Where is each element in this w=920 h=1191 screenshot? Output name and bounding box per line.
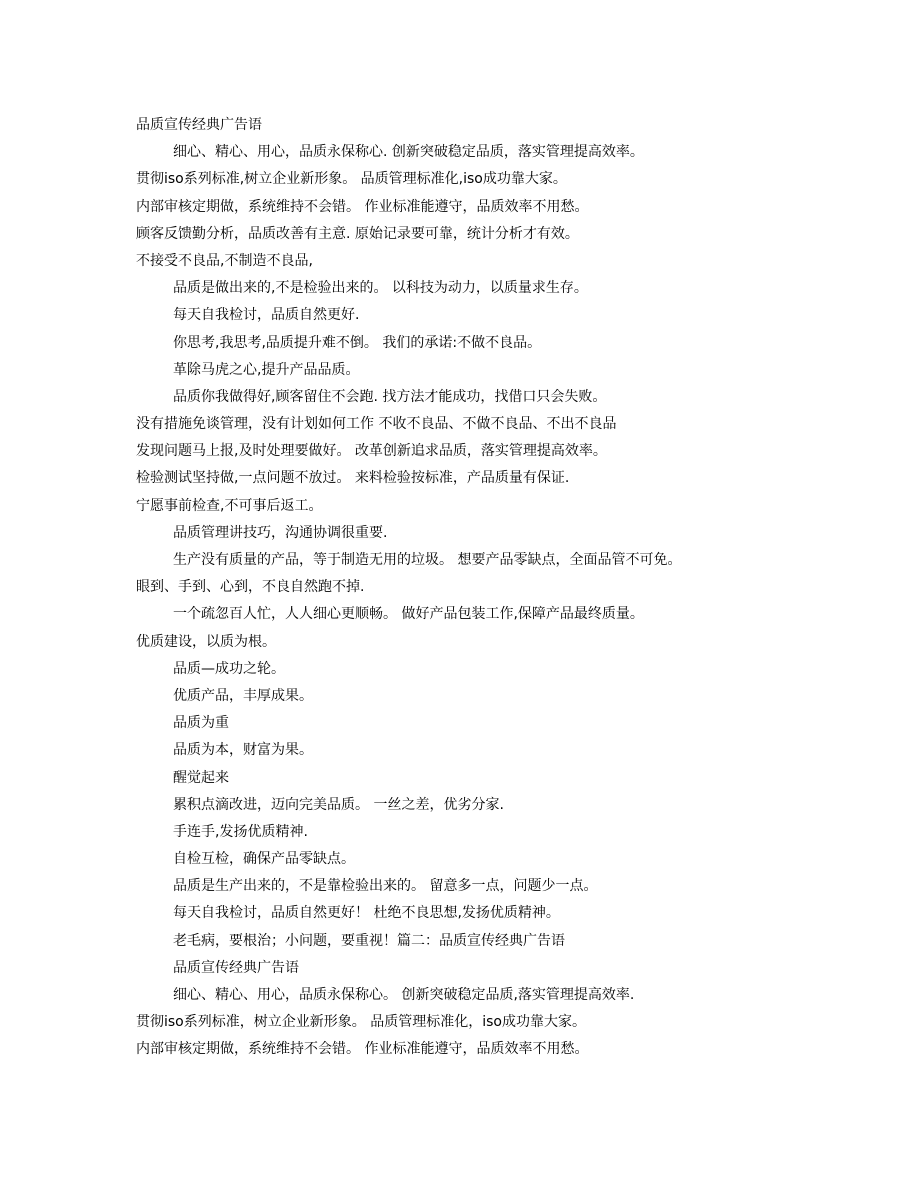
text-line: 不接受不良品,不制造不良品, [136,252,313,269]
text-line: 生产没有质量的产品，等于制造无用的垃圾。 想要产品零缺点，全面品管不可免。 [173,552,682,568]
text-line: 眼到、手到、心到，不良自然跑不掉. [136,579,365,596]
document-title: 品质宣传经典广告语 [136,117,262,133]
text-line: 一个疏忽百人忙，人人细心更顺畅。 做好产品包装工作,保障产品最终质量。 [173,606,644,623]
text-line: 每天自我检讨，品质自然更好. [173,307,360,324]
text-line: 细心、精心、用心，品质永保称心。 创新突破稳定品质,落实管理提高效率. [173,987,635,1003]
text-line: 贯彻iso系列标准，树立企业新形象。 品质管理标准化，iso成功靠大家。 [136,1014,586,1031]
text-line: 贯彻iso系列标准,树立企业新形象。 品质管理标准化,iso成功靠大家。 [136,171,567,188]
text-line: 品质为本，财富为果。 [173,742,313,759]
text-line: 品质管理讲技巧，沟通协调很重要. [173,524,388,541]
text-line: 品质是做出来的,不是检验出来的。 以科技为动力，以质量求生存。 [173,280,588,297]
text-line: 内部审核定期做，系统维持不会错。 作业标准能遵守，品质效率不用愁。 [136,1041,589,1058]
text-line: 品质你我做得好,顾客留住不会跑. 找方法才能成功，找借口只会失败。 [173,388,607,405]
text-line: 检验测试坚持做,一点问题不放过。 来料检验按标准，产品质量有保证. [136,470,570,487]
text-line: 老毛病，要根治；小问题，要重视！篇二：品质宣传经典广告语 [173,932,565,949]
text-line: 没有措施免谈管理，没有计划如何工作 不收不良品、不做不良品、不出不良品 [136,416,617,433]
text-line: 手连手,发扬优质精神. [173,823,308,840]
text-line: 内部审核定期做，系统维持不会错。 作业标准能遵守，品质效率不用愁。 [136,198,589,215]
text-line: 革除马虎之心,提升产品品质。 [173,361,360,378]
text-line: 品质是生产出来的，不是靠检验出来的。 留意多一点，问题少一点。 [173,878,598,895]
text-line: 品质—成功之轮。 [173,660,285,677]
text-line: 累积点滴改进，迈向完美品质。 一丝之差，优劣分家. [173,796,504,813]
text-line: 品质为重 [173,715,229,732]
text-line: 品质宣传经典广告语 [173,959,299,976]
text-line: 优质建设，以质为根。 [136,633,276,650]
text-line: 宁愿事前检查,不可事后返工。 [136,497,323,514]
text-line: 顾客反馈勤分析，品质改善有主意. 原始记录要可靠，统计分析才有效。 [136,225,579,242]
text-line: 每天自我检讨，品质自然更好！ 杜绝不良思想,发扬优质精神。 [173,905,560,922]
text-line: 优质产品，丰厚成果。 [173,687,313,704]
text-line: 细心、精心、用心，品质永保称心. 创新突破稳定品质，落实管理提高效率。 [173,144,644,161]
text-line: 醒觉起来 [173,769,229,786]
text-line: 发现问题马上报,及时处理要做好。 改革创新追求品质，落实管理提高效率。 [136,443,607,460]
document-body [136,112,776,1064]
text-line: 自检互检，确保产品零缺点。 [173,851,355,868]
text-line: 你思考,我思考,品质提升难不倒。 我们的承诺:不做不良品。 [173,334,542,351]
